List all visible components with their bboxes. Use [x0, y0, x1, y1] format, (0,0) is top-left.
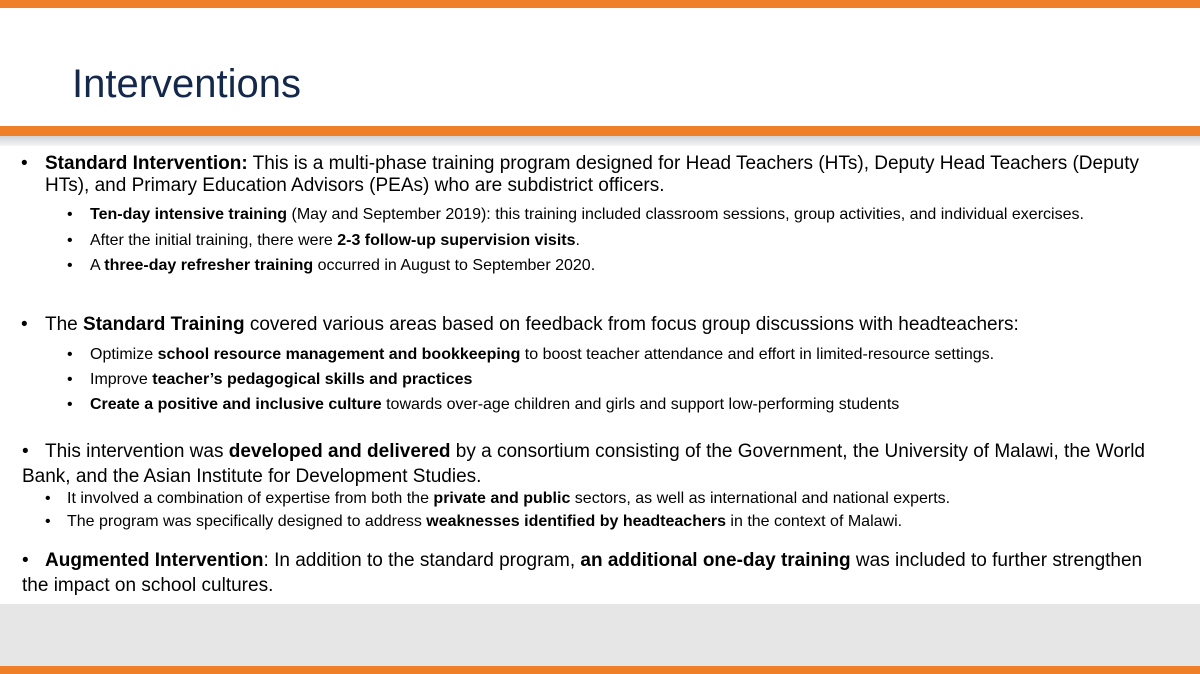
bullet-developed-and-delivered: • This intervention was developed and delivered by a consortium consisting of the Government, the University of Malawi, the World Bank, and the Asian Institute for Development Studies. — [22, 441, 1146, 487]
sub-bullet-follow-up-visits: • After the initial training, there were 2-3 follow-up supervision visits. — [67, 232, 580, 249]
bullet-icon: • — [67, 346, 73, 363]
section-consortium — [0, 439, 1165, 531]
section-standard-intervention — [0, 153, 1160, 275]
bullet-icon: • — [45, 513, 51, 530]
bullet-icon: • — [21, 314, 28, 335]
bullet-icon: • — [67, 396, 73, 413]
bullet-icon: • — [67, 232, 73, 249]
sub-bullet-resource-management: • Optimize school resource management and bookkeeping to boost teacher attendance and effort in limited-resource settings. — [67, 346, 995, 363]
section-augmented-intervention — [0, 548, 1165, 598]
bullet-augmented-intervention: • Augmented Intervention: In addition to the standard program, an additional one-day training was included to further strengthen the impact on school cultures. — [22, 550, 1143, 596]
top-accent-bar — [0, 0, 1200, 8]
bullet-standard-intervention: • Standard Intervention: This is a multi-phase training program designed for Head Teachers (HTs), Deputy Head Teachers (Deputy HTs), and Primary Education Advisors (PEAs) who are subdistrict officers. — [21, 153, 1140, 196]
bottom-accent-bar — [0, 666, 1200, 674]
bullet-icon: • — [22, 441, 29, 462]
sub-bullet-refresher-training: • A three-day refresher training occurred in August to September 2020. — [67, 257, 596, 274]
sub-bullet-pedagogical-skills: • Improve teacher’s pedagogical skills and practices — [67, 371, 473, 388]
bullet-icon: • — [45, 490, 51, 507]
slide-title: Interventions — [72, 62, 302, 106]
sub-bullet-weaknesses: • The program was specifically designed to address weaknesses identified by headteachers in the context of Malawi. — [45, 513, 903, 530]
sub-bullet-inclusive-culture: • Create a positive and inclusive culture towards over-age children and girls and support low-performing students — [67, 396, 900, 413]
sub-bullet-expertise: • It involved a combination of expertise from both the private and public sectors, as well as international and national experts. — [45, 490, 951, 507]
bullet-icon: • — [67, 206, 73, 223]
bullet-standard-training: • The Standard Training covered various areas based on feedback from focus group discussions with headteachers: — [21, 314, 1019, 335]
bullet-icon: • — [22, 550, 29, 571]
bullet-icon: • — [67, 257, 73, 274]
bullet-icon: • — [67, 371, 73, 388]
title-divider — [0, 126, 1200, 136]
section-standard-training — [0, 314, 1160, 414]
bullet-icon: • — [21, 153, 28, 174]
title-divider-shadow — [0, 136, 1200, 146]
footer-band — [0, 604, 1200, 666]
sub-bullet-ten-day-training: • Ten-day intensive training (May and September 2019): this training included classroom sessions, group activities, and individual exercises. — [67, 206, 1084, 223]
